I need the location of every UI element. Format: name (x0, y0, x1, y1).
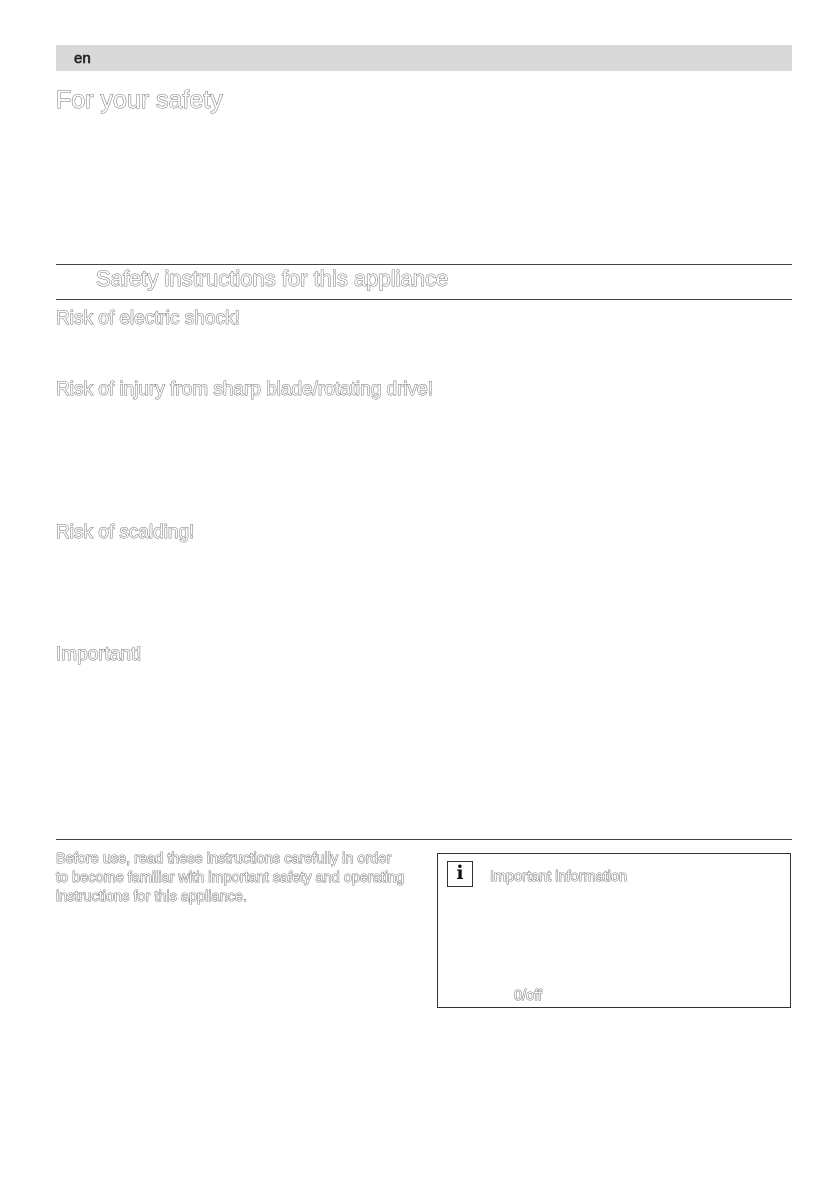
warning-scalding: Risk of scalding! (56, 522, 195, 543)
footer-rule (56, 839, 792, 840)
info-box-title: Important information (490, 869, 628, 885)
warning-important: Important! (56, 644, 142, 665)
info-box-off-label: 0/off (514, 988, 542, 1004)
warning-electric-shock: Risk of electric shock! (56, 308, 240, 329)
important-information-box (437, 853, 791, 1008)
language-bar (56, 45, 792, 71)
section-title: Safety instructions for this appliance (96, 266, 449, 291)
language-label: en (74, 50, 91, 67)
page-title: For your safety (56, 86, 223, 114)
section-rule-top (56, 264, 792, 265)
warning-sharp-blade: Risk of injury from sharp blade/rotating drive! (56, 379, 433, 400)
intro-text: Before use, read these instructions carefully in order to become familiar with important safety and operating instructions for this appliance. (56, 851, 405, 905)
section-rule-bottom (56, 299, 792, 300)
info-icon: i (447, 861, 473, 887)
